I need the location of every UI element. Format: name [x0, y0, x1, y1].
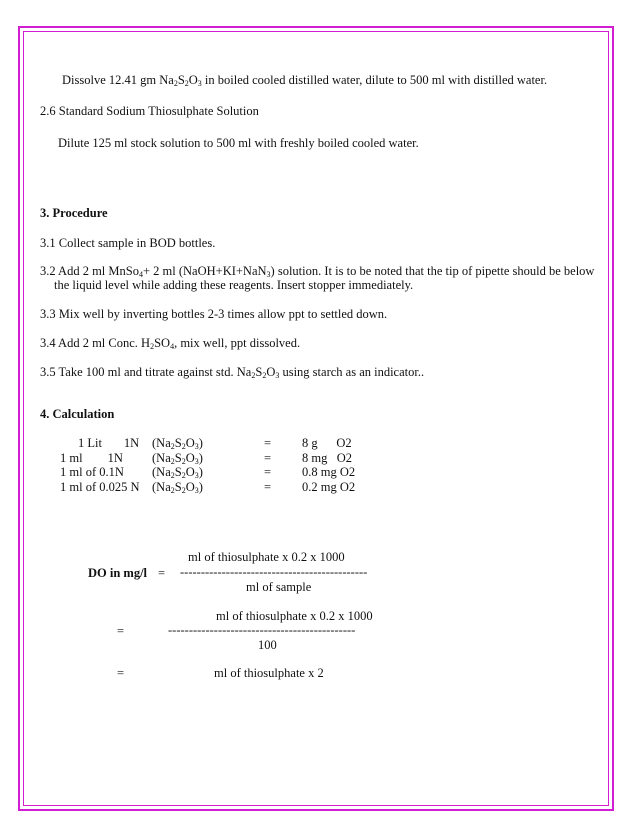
calc-eq: = — [264, 436, 272, 450]
calc-left: 1 Lit 1N — [78, 436, 140, 450]
dilute-paragraph: Dilute 125 ml stock solution to 500 ml with freshly boiled cooled water. — [58, 136, 419, 150]
formula-divider-2: --------------------------------------------- — [168, 623, 356, 637]
formula-equals-3: = — [117, 666, 125, 680]
calc-chem: $(Na_2S_2O_3)$ — [152, 451, 203, 466]
calc-eq: = — [264, 465, 272, 479]
heading-calculation: 4. Calculation — [40, 407, 115, 421]
calc-left: 1 ml 1N — [60, 451, 123, 465]
step-3-2-line2: the liquid level while adding these reagents. Insert stopper immediately. — [54, 278, 414, 292]
calc-eq: = — [264, 451, 272, 465]
formula-denominator-2: 100 — [258, 638, 277, 652]
calc-left: 1 ml of 0.1N — [60, 465, 124, 479]
heading-2-6: 2.6 Standard Sodium Thiosulphate Solution — [40, 104, 259, 118]
formula-label: DO in mg/l — [88, 566, 148, 580]
calc-chem: $(Na_2S_2O_3)$ — [152, 465, 203, 480]
formula-divider-1: --------------------------------------------- — [180, 565, 368, 579]
step-3-1: 3.1 Collect sample in BOD bottles. — [40, 236, 216, 250]
calc-chem: $(Na_2S_2O_3)$ — [152, 480, 203, 495]
formula-equals-2: = — [117, 624, 125, 638]
calc-right: 0.2 mg O2 — [302, 480, 356, 494]
calc-right: 8 mg O2 — [302, 451, 352, 465]
dissolve-paragraph: Dissolve 12.41 gm $Na_2S_2O_3$ in boiled cooled distilled water, dilute to 500 ml with distilled water. — [62, 73, 548, 88]
calc-right: 0.8 mg O2 — [302, 465, 356, 479]
calc-chem: $(Na_2S_2O_3)$ — [152, 436, 203, 451]
formula-equals-1: = — [158, 566, 166, 580]
formula-result: ml of thiosulphate x 2 — [214, 666, 324, 680]
step-3-3: 3.3 Mix well by inverting bottles 2-3 times allow ppt to settled down. — [40, 307, 388, 321]
heading-procedure: 3. Procedure — [40, 206, 108, 220]
calc-eq: = — [264, 480, 272, 494]
formula-numerator-2: ml of thiosulphate x 0.2 x 1000 — [216, 609, 373, 623]
step-3-2: 3.2 Add 2 ml MnSo$_4$+ 2 ml (NaOH+KI+NaN$_3$) solution. It is to be noted that the tip of pipette should be below — [40, 264, 595, 279]
step-3-5: 3.5 Take 100 ml and titrate against std. $Na_2S_2O_3$ using starch as an indicator.. — [40, 365, 425, 380]
formula-denominator-1: ml of sample — [246, 580, 312, 594]
step-3-4: 3.4 Add 2 ml Conc. $H_2SO_4$, mix well, ppt dissolved. — [40, 336, 301, 351]
formula-numerator-1: ml of thiosulphate x 0.2 x 1000 — [188, 550, 345, 564]
calc-right: 8 g O2 — [302, 436, 352, 450]
calc-left: 1 ml of 0.025 N — [60, 480, 140, 494]
